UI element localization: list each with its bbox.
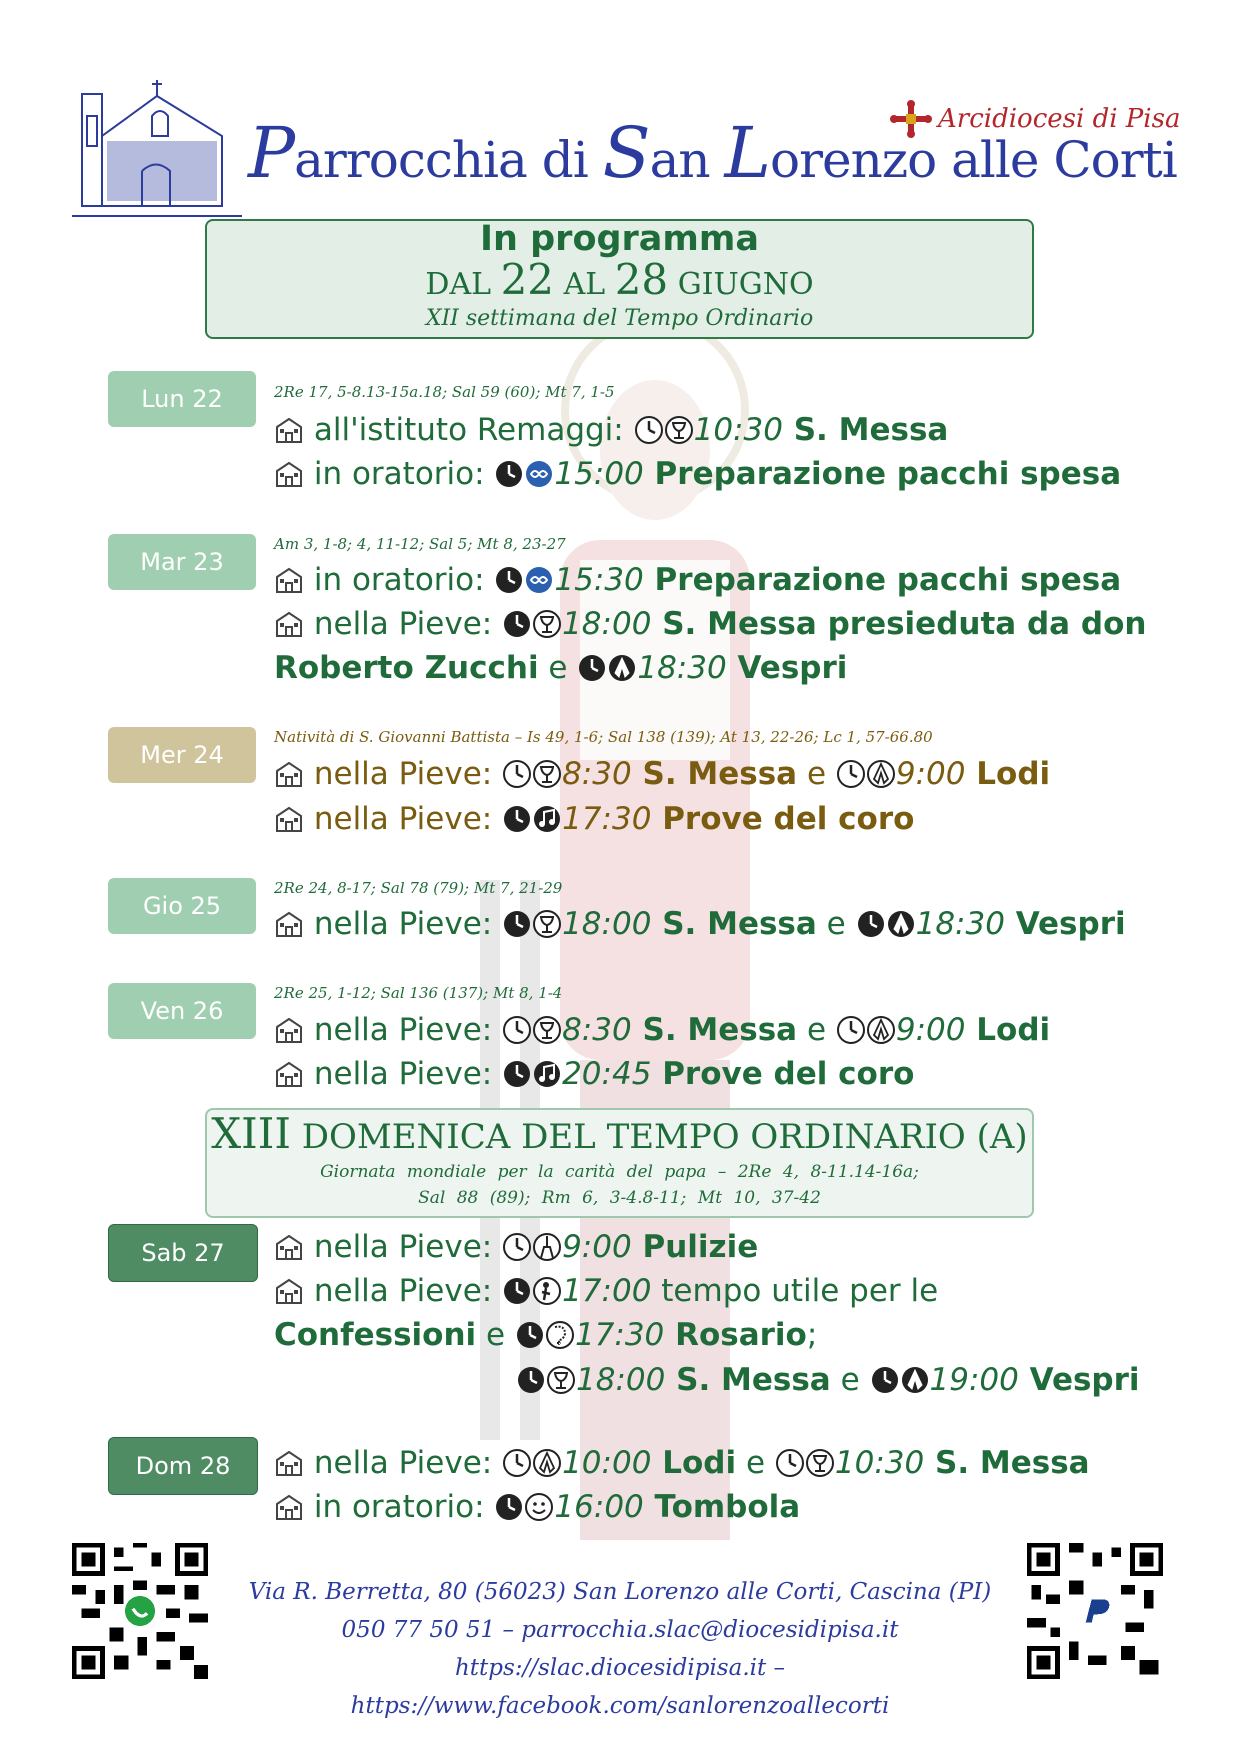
clock-icon <box>494 1492 524 1522</box>
website-links[interactable]: https://slac.diocesidipisa.it – https://www.facebook.com/sanlorenzoallecorti <box>350 1655 890 1719</box>
music-notes-icon <box>532 804 562 834</box>
hands-praying-icon <box>886 909 916 939</box>
clock-icon <box>502 1015 532 1045</box>
clock-icon <box>502 1059 532 1089</box>
sunday-subtitle-1: Giornata mondiale per la carità del papa – 2Re 4, 8-11.14-16a; <box>320 1162 919 1182</box>
program-dates: DAL 22 AL 28 GIUGNO <box>425 255 814 304</box>
infinity-icon <box>524 459 554 489</box>
clock-icon <box>494 459 524 489</box>
hands-praying-icon <box>532 1448 562 1478</box>
church-icon <box>274 759 304 789</box>
clock-icon <box>502 804 532 834</box>
event-line: nella Pieve: 18:00 S. Messa presieduta da don <box>274 602 1146 646</box>
church-icon <box>274 1232 304 1262</box>
event-line: nella Pieve: 8:30 S. Messa e 9:00 Lodi <box>274 752 1050 796</box>
program-week: XII settimana del Tempo Ordinario <box>425 306 814 331</box>
event-line: nella Pieve: 20:45 Prove del coro <box>274 1052 914 1096</box>
church-icon <box>274 1276 304 1306</box>
clock-icon <box>516 1365 546 1395</box>
day-badge-mer-24: Mer 24 <box>108 727 256 783</box>
broom-icon <box>532 1232 562 1262</box>
paypal-qr-code[interactable] <box>1027 1543 1163 1679</box>
readings-ven-26: 2Re 25, 1-12; Sal 136 (137); Mt 8, 1-4 <box>274 984 563 1002</box>
clock-icon <box>836 759 866 789</box>
clock-icon <box>870 1365 900 1395</box>
clock-icon <box>775 1448 805 1478</box>
program-header-box <box>205 219 1034 339</box>
clock-icon <box>502 609 532 639</box>
day-badge-mar-23: Mar 23 <box>108 534 256 590</box>
event-line: in oratorio: 16:00 Tombola <box>274 1485 800 1529</box>
chalice-icon <box>805 1448 835 1478</box>
sunday-title: XIII DOMENICA DEL TEMPO ORDINARIO (A) <box>211 1109 1028 1158</box>
whatsapp-icon <box>125 1596 155 1626</box>
contact-footer <box>220 1573 1020 1725</box>
hands-praying-icon <box>866 759 896 789</box>
rosary-icon <box>545 1320 575 1350</box>
day-badge-sab-27: Sab 27 <box>108 1224 258 1282</box>
chalice-icon <box>532 909 562 939</box>
contact-text[interactable]: 050 77 50 51 – parrocchia.slac@diocesidipisa.it <box>341 1617 899 1643</box>
clock-icon <box>577 653 607 683</box>
church-icon <box>274 1015 304 1045</box>
church-icon <box>274 459 304 489</box>
sunday-subtitle-2: Sal 88 (89); Rm 6, 3-4.8-11; Mt 10, 37-42 <box>418 1188 821 1208</box>
infinity-icon <box>524 565 554 595</box>
church-icon <box>274 1492 304 1522</box>
music-notes-icon <box>532 1059 562 1089</box>
diocese-text: Arcidiocesi di Pisa <box>938 104 1181 134</box>
clock-icon <box>634 415 664 445</box>
clock-icon <box>502 1276 532 1306</box>
readings-mar-23: Am 3, 1-8; 4, 11-12; Sal 5; Mt 8, 23-27 <box>274 535 566 553</box>
church-icon <box>274 609 304 639</box>
clock-icon <box>856 909 886 939</box>
church-icon <box>274 1059 304 1089</box>
hands-praying-icon <box>866 1015 896 1045</box>
readings-mer-24: Natività di S. Giovanni Battista – Is 49, 1-6; Sal 138 (139); At 13, 22-26; Lc 1, 57-66.80 <box>274 728 933 746</box>
day-badge-dom-28: Dom 28 <box>108 1437 258 1495</box>
chalice-icon <box>532 759 562 789</box>
clock-icon <box>494 565 524 595</box>
building-icon <box>274 415 304 445</box>
hands-praying-icon <box>607 653 637 683</box>
clock-icon <box>502 1232 532 1262</box>
sunday-header-box <box>205 1108 1034 1218</box>
smiley-icon <box>524 1492 554 1522</box>
readings-lun-22: 2Re 17, 5-8.13-15a.18; Sal 59 (60); Mt 7, 1-5 <box>274 383 615 401</box>
church-logo <box>72 76 242 224</box>
chalice-icon <box>532 1015 562 1045</box>
event-line: nella Pieve: 17:00 tempo utile per le <box>274 1269 938 1313</box>
event-line: in oratorio: 15:30 Preparazione pacchi spesa <box>274 558 1121 602</box>
event-line: in oratorio: 15:00 Preparazione pacchi spesa <box>274 452 1121 496</box>
readings-gio-25: 2Re 24, 8-17; Sal 78 (79); Mt 7, 21-29 <box>274 879 563 897</box>
clock-icon <box>502 1448 532 1478</box>
church-icon <box>274 804 304 834</box>
clock-icon <box>836 1015 866 1045</box>
clock-icon <box>515 1320 545 1350</box>
event-line: all'istituto Remaggi: 10:30 S. Messa <box>274 408 948 452</box>
program-title: In programma <box>480 219 759 259</box>
chalice-icon <box>664 415 694 445</box>
day-badge-gio-25: Gio 25 <box>108 878 256 934</box>
event-line: nella Pieve: 9:00 Pulizie <box>274 1225 758 1269</box>
event-line: nella Pieve: 10:00 Lodi e 10:30 S. Messa <box>274 1441 1090 1485</box>
confession-icon <box>532 1276 562 1306</box>
clock-icon <box>502 759 532 789</box>
hands-praying-icon <box>900 1365 930 1395</box>
event-line: 18:00 S. Messa e 19:00 Vespri <box>516 1358 1140 1402</box>
church-icon <box>274 565 304 595</box>
chalice-icon <box>546 1365 576 1395</box>
parish-title: Parrocchia di San Lorenzo alle Corti <box>248 112 1177 194</box>
whatsapp-qr-code[interactable] <box>72 1543 208 1679</box>
address-text: Via R. Berretta, 80 (56023) San Lorenzo alle Corti, Cascina (PI) <box>248 1579 992 1605</box>
church-icon <box>274 909 304 939</box>
day-badge-lun-22: Lun 22 <box>108 371 256 427</box>
clock-icon <box>502 909 532 939</box>
event-line: nella Pieve: 8:30 S. Messa e 9:00 Lodi <box>274 1008 1050 1052</box>
event-line: nella Pieve: 17:30 Prove del coro <box>274 797 914 841</box>
event-line: Roberto Zucchi e 18:30 Vespri <box>274 650 848 686</box>
church-icon <box>274 1448 304 1478</box>
day-badge-ven-26: Ven 26 <box>108 983 256 1039</box>
chalice-icon <box>532 609 562 639</box>
event-line: nella Pieve: 18:00 S. Messa e 18:30 Vespri <box>274 902 1126 946</box>
event-line: Confessioni e 17:30 Rosario; <box>274 1317 818 1353</box>
